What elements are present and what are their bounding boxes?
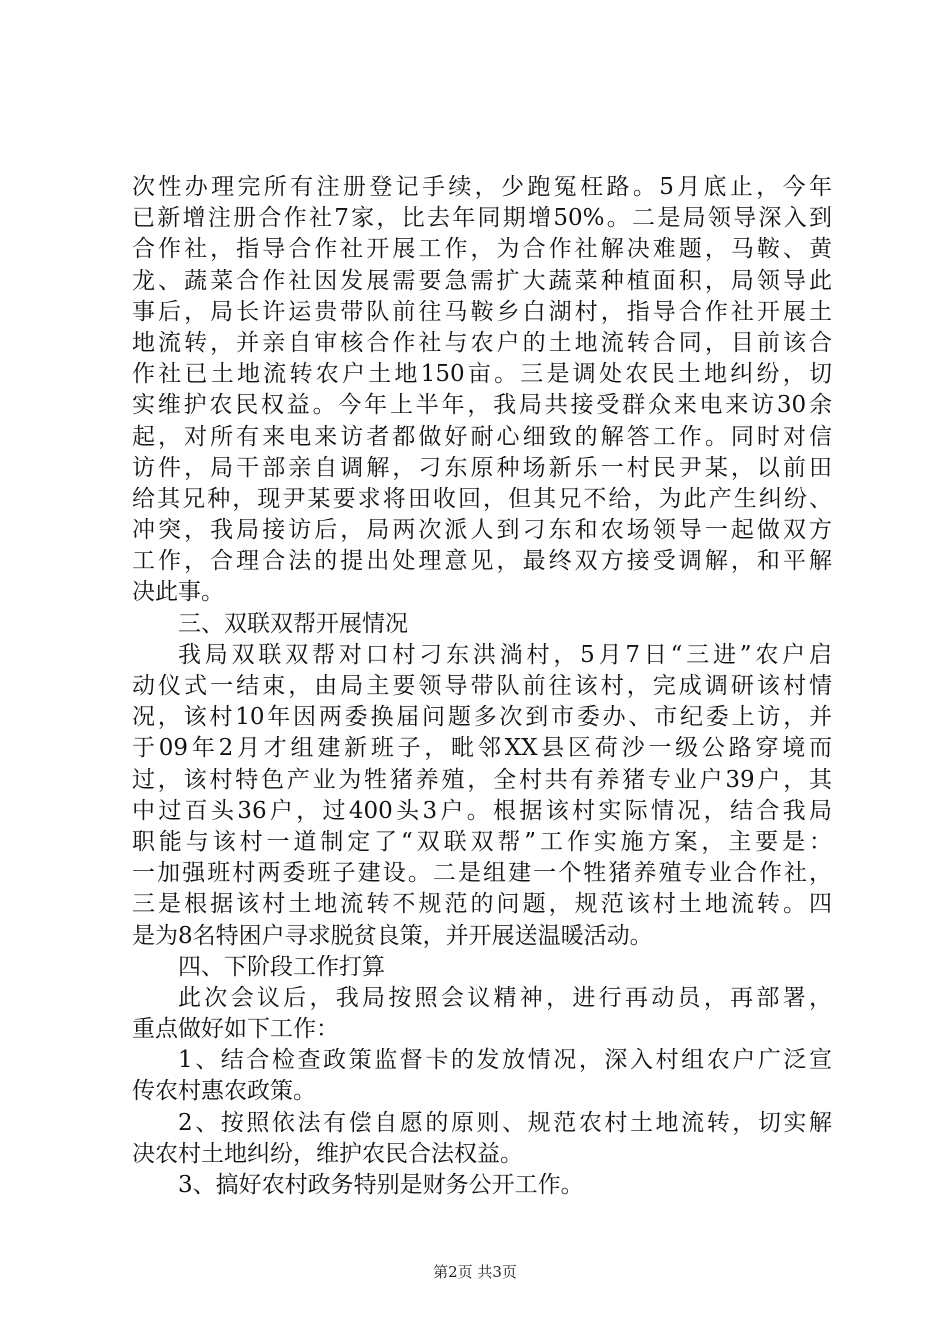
- text-line: 起，对所有来电来访者都做好耐心细致的解答工作。同时对信: [132, 423, 832, 450]
- section-heading: [132, 609, 832, 640]
- text-line: 地流转，并亲自审核合作社与农户的土地流转合同，目前该合: [132, 329, 832, 356]
- paragraph: [132, 1108, 832, 1170]
- text-line: 实维护农民权益。今年上半年，我局共接受群众来电来访30余: [132, 392, 832, 419]
- text-line: 于09年2月才组建新班子，毗邻XX县区荷沙一级公路穿境而: [132, 735, 832, 762]
- text-line: 作社已土地流转农户土地150亩。三是调处农民土地纠纷，切: [132, 361, 832, 388]
- section-heading: [132, 952, 832, 983]
- text-line: 职能与该村一道制定了“双联双帮”工作实施方案，主要是：: [132, 828, 832, 855]
- text-line: 次性办理完所有注册登记手续，少跑冤枉路。5月底止，今年: [132, 174, 832, 200]
- text-line: 决此事。: [132, 579, 224, 606]
- text-line: 龙、蔬菜合作社因发展需要急需扩大蔬菜种植面积，局领导此: [132, 267, 832, 294]
- text-line: 三是根据该村土地流转不规范的问题，规范该村土地流转。四: [132, 891, 832, 918]
- paragraph: [132, 1170, 832, 1201]
- text-line: 工作，合理合法的提出处理意见，最终双方接受调解，和平解: [132, 548, 832, 575]
- text-line: 访件，局干部亲自调解，刁东原种场新乐一村民尹某，以前田: [132, 454, 832, 481]
- text-line: 给其兄种，现尹某要求将田收回，但其兄不给，为此产生纠纷、: [132, 485, 832, 512]
- text-line: 三、双联双帮开展情况: [178, 610, 408, 637]
- text-line: 四、下阶段工作打算: [178, 953, 385, 980]
- text-line: 合作社，指导合作社开展工作，为合作社解决难题，马鞍、黄: [132, 236, 832, 263]
- text-line: 2、按照依法有偿自愿的原则、规范农村土地流转，切实解: [178, 1109, 832, 1136]
- paragraph: [132, 1045, 832, 1107]
- text-line: 动仪式一结束，由局主要领导带队前往该村，完成调研该村情: [132, 673, 832, 699]
- text-line: 3、搞好农村政务特别是财务公开工作。: [178, 1172, 584, 1198]
- paragraph: [132, 172, 832, 609]
- text-line: 是为8名特困户寻求脱贫良策，并开展送温暖活动。: [132, 922, 653, 949]
- paragraph: [132, 983, 832, 1045]
- text-line: 传农村惠农政策。: [132, 1078, 316, 1105]
- text-line: 过，该村特色产业为牲猪养殖，全村共有养猪专业户39户，其: [132, 766, 832, 793]
- page-footer: [0, 1262, 950, 1282]
- page-number-label: 第2页 共3页: [433, 1263, 517, 1281]
- text-line: 况，该村10年因两委换届问题多次到市委办、市纪委上访，并: [132, 704, 832, 731]
- text-line: 中过百头36户，过400头3户。根据该村实际情况，结合我局: [132, 797, 832, 824]
- text-line: 事后，局长许运贵带队前往马鞍乡白湖村，指导合作社开展土: [132, 298, 832, 325]
- text-line: 1、结合检查政策监督卡的发放情况，深入村组农户广泛宣: [178, 1047, 832, 1074]
- text-line: 决农村土地纠纷，维护农民合法权益。: [132, 1140, 523, 1167]
- text-line: 此次会议后，我局按照会议精神，进行再动员，再部署，: [178, 984, 832, 1011]
- text-line: 冲突，我局接访后，局两次派人到刁东和农场领导一起做双方: [132, 517, 832, 544]
- text-line: 已新增注册合作社7家，比去年同期增50%。二是局领导深入到: [132, 205, 832, 232]
- text-line: 我局双联双帮对口村刁东洪淌村，5月7日“三进”农户启: [178, 641, 832, 668]
- text-line: 重点做好如下工作：: [132, 1016, 339, 1043]
- text-line: 一加强班村两委班子建设。二是组建一个牲猪养殖专业合作社，: [132, 860, 832, 887]
- paragraph: [132, 640, 832, 952]
- document-body: [132, 172, 832, 1201]
